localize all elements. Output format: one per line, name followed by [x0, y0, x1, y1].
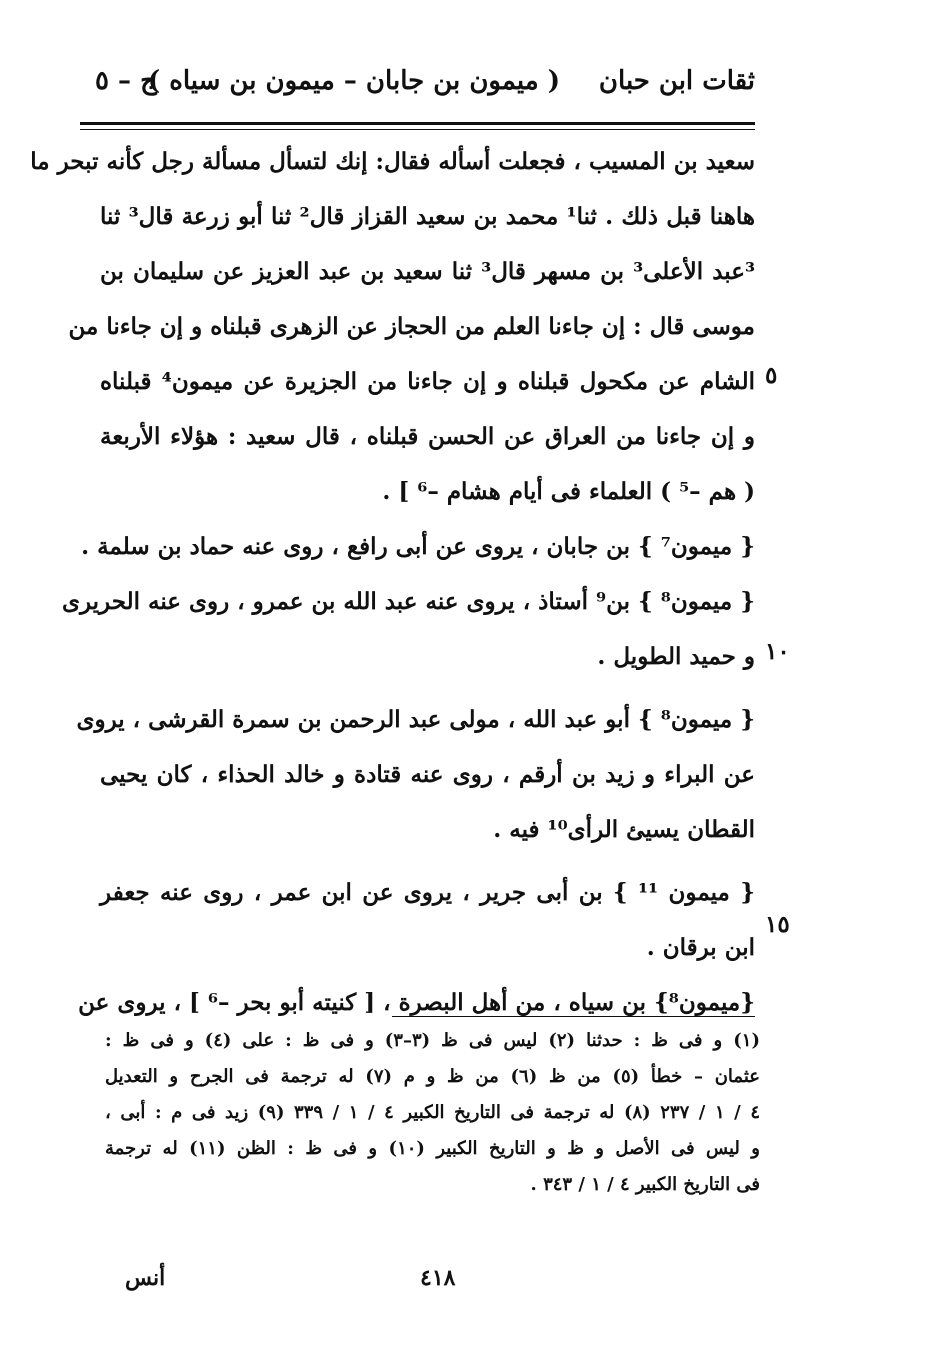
entry-maymun-abu-abdullah: { ميمون⁸ } أبو عبد الله ، مولى عبد الرحمن بن سمرة القرشى ، يروى [76, 706, 755, 733]
line-number-5: ٥ [765, 362, 778, 389]
entry-gap [100, 684, 755, 692]
text-line: سعيد بن المسيب ، فجعلت أسأله فقال: إنك لتسأل مسألة رجل كأنه تبحر ما [30, 148, 755, 175]
text-line: هاهنا قبل ذلك . ثنا¹ محمد بن سعيد القزاز قال² ثنا أبو زرعة قال³ ثنا [100, 203, 755, 230]
page-number: ٤١٨ [420, 1265, 456, 1291]
header-rule-thick [80, 122, 755, 125]
book-title: ثقات ابن حبان [598, 66, 755, 96]
header-rule-thin [80, 129, 755, 130]
entry-maymun-ibn-jaban: { ميمون⁷ } بن جابان ، يروى عن أبى رافع ، روى عنه حماد بن سلمة . [81, 533, 755, 560]
text-line: و حميد الطويل . [597, 643, 755, 670]
footnote-line: فى التاريخ الكبير ٤ / ١ / ٣٤٣ . [530, 1174, 760, 1195]
text-line: و إن جاءنا من العراق عن الحسن قبلناه ، قال سعيد : هؤلاء الأربعة [100, 423, 755, 450]
line-number-15: ١٥ [765, 911, 790, 938]
text-line: ابن برقان . [646, 934, 755, 961]
text-line: ( هم –⁵ ) العلماء فى أيام هشام –⁶ ] . [382, 478, 755, 505]
footnotes [105, 1023, 760, 1203]
entry-maymun-ibn-siyah: {ميمون⁸} بن سياه ، من أهل البصرة ، [ كنيته أبو بحر –⁶ ] ، يروى عن [78, 989, 755, 1016]
text-line: موسى قال : إن جاءنا العلم من الحجاز عن الزهرى قبلناه و إن جاءنا من [68, 313, 755, 340]
text-line: ³عبد الأعلى³ بن مسهر قال³ ثنا سعيد بن عبد العزيز عن سليمان بن [100, 258, 756, 285]
entry-maymun-ibn-ustadh: { ميمون⁸ } بن⁹ أستاذ ، يروى عنه عبد الله بن عمرو ، روى عنه الحريرى [61, 588, 755, 615]
footnote-line: عثمان – خطأ (٥) من ظ (٦) من ظ و م (٧) له ترجمة فى الجرح و التعديل [105, 1066, 760, 1087]
text-line: القطان يسيئ الرأى¹⁰ فيه . [493, 816, 755, 843]
text-line: عن البراء و زيد بن أرقم ، روى عنه قتادة و خالد الحذاء ، كان يحيى [100, 761, 755, 788]
line-number-10: ١٠ [765, 638, 790, 665]
footnote-line: ٤ / ١ / ٢٣٧ (٨) له ترجمة فى التاريخ الكبير ٤ / ١ / ٣٣٩ (٩) زيد فى م : أبى ، [105, 1102, 760, 1123]
footnote-rule [392, 1016, 755, 1017]
footnote-line: (١) و فى ظ : حدثنا (٢) ليس فى ظ (٣–٣) و فى ظ : على (٤) و فى ظ : [105, 1030, 760, 1051]
entry-maymun-ibn-abi-jarir: { ميمون ¹¹ } بن أبى جرير ، يروى عن ابن عمر ، روى عنه جعفر [100, 879, 755, 906]
volume-label: ج – ٥ [95, 66, 157, 96]
running-header [95, 58, 755, 108]
page-subject: ( ميمون بن جابان – ميمون بن سياه ) [147, 66, 560, 96]
signature-mark: أنس [125, 1265, 166, 1291]
footnote-line: و ليس فى الأصل و ظ و التاريخ الكبير (١٠) و فى ظ : الظن (١١) له ترجمة [105, 1138, 761, 1159]
text-line: الشام عن مكحول قبلناه و إن جاءنا من الجزيرة عن ميمون⁴ قبلناه [100, 368, 755, 395]
main-text [30, 134, 756, 1030]
entry-gap [100, 857, 755, 865]
